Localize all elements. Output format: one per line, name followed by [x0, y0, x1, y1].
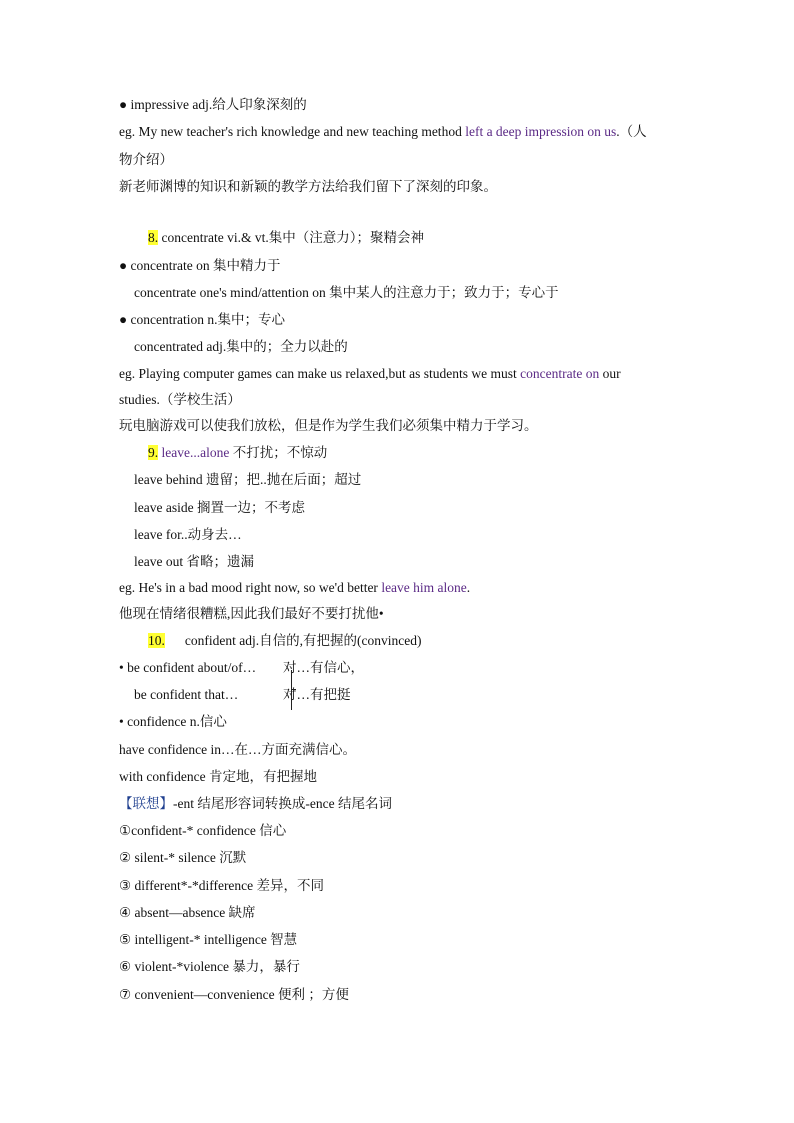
heading-text: concentrate vi.& vt.集中（注意力）；聚精会神 — [158, 230, 424, 245]
bracket-mark — [291, 670, 298, 710]
example-line: studies.（学校生活） — [119, 392, 241, 407]
list-item: ⑤ intelligent-* intelligence 智慧 — [119, 932, 298, 947]
heading-text: confident adj.自信的,有把握的(convinced) — [184, 633, 422, 648]
translation-line: 新老师渊博的知识和新颖的教学方法给我们留下了深刻的印象。 — [119, 179, 497, 194]
example-text: eg. Playing computer games can make us relaxed,but as students we must — [119, 366, 521, 381]
vocab-line: ● concentration n.集中；专心 — [119, 312, 285, 327]
example-text: eg. He's in a bad mood right now, so we'd better — [119, 580, 382, 595]
association-heading — [119, 795, 392, 813]
example-line — [119, 579, 470, 597]
heading-text: 不打扰；不惊动 — [229, 445, 328, 460]
list-item: ③ different*-*difference 差异，不同 — [119, 878, 325, 893]
highlight-phrase: left a deep impression on us — [465, 124, 617, 139]
list-item: ⑥ violent-*violence 暴力，暴行 — [119, 959, 300, 974]
meaning: 对…有信心， — [283, 660, 364, 675]
example-text: eg. My new teacher's rich knowledge and new teaching method — [119, 124, 466, 139]
association-text: -ent 结尾形容词转换成-ence 结尾名词 — [173, 796, 392, 811]
highlight-phrase: concentrate on — [520, 366, 600, 381]
example-line — [119, 365, 621, 383]
heading-9 — [148, 444, 327, 462]
vocab-line: ● concentrate on 集中精力于 — [119, 258, 281, 273]
vocab-line: • confidence n.信心 — [119, 714, 227, 729]
heading-8 — [148, 229, 424, 247]
vocab-line: be confident that… — [134, 687, 239, 702]
vocab-line: concentrated adj.集中的；全力以赴的 — [134, 339, 348, 354]
meaning: 对…有把挺 — [283, 687, 351, 702]
list-item: ② silent-* silence 沉默 — [119, 850, 247, 865]
list-item: ⑦ convenient—convenience 便利 ；方便 — [119, 987, 349, 1002]
vocab-line: leave behind 遗留；把..抛在后面；超过 — [134, 472, 362, 487]
item-number: 8. — [148, 230, 159, 245]
example-text: . — [466, 580, 471, 595]
vocab-line: leave out 省略；遗漏 — [134, 554, 254, 569]
vocab-line: with confidence 肯定地，有把握地 — [119, 769, 317, 784]
example-text: our — [599, 366, 621, 381]
example-text: .（人 — [616, 124, 647, 139]
list-item: ①confident-* confidence 信心 — [119, 823, 287, 838]
vocab-impressive: ● impressive adj.给人印象深刻的 — [119, 97, 307, 112]
association-label: 【联想】 — [119, 796, 173, 811]
list-item: ④ absent—absence 缺席 — [119, 905, 256, 920]
highlight-phrase: leave him alone — [381, 580, 467, 595]
example-line — [119, 123, 647, 141]
item-number: 10. — [148, 633, 165, 648]
item-number: 9. — [148, 445, 159, 460]
translation-line: 玩电脑游戏可以使我们放松，但是作为学生我们必须集中精力于学习。 — [119, 418, 538, 433]
example-line: 物介绍） — [119, 152, 173, 167]
vocab-line: leave aside 搁置一边；不考虑 — [134, 500, 305, 515]
vocab-line: have confidence in…在…方面充满信心。 — [119, 742, 356, 757]
heading-10 — [148, 632, 421, 650]
vocab-line: leave for..动身去… — [134, 527, 242, 542]
vocab-line — [119, 659, 256, 677]
translation-line: 他现在情绪很糟糕,因此我们最好不要打扰他• — [119, 606, 384, 621]
phrase: • be confident about/of… — [119, 660, 257, 675]
vocab-line: concentrate one's mind/attention on 集中某人的注意力于；致力于；专心于 — [134, 285, 559, 300]
heading-phrase: leave...alone — [158, 445, 230, 460]
